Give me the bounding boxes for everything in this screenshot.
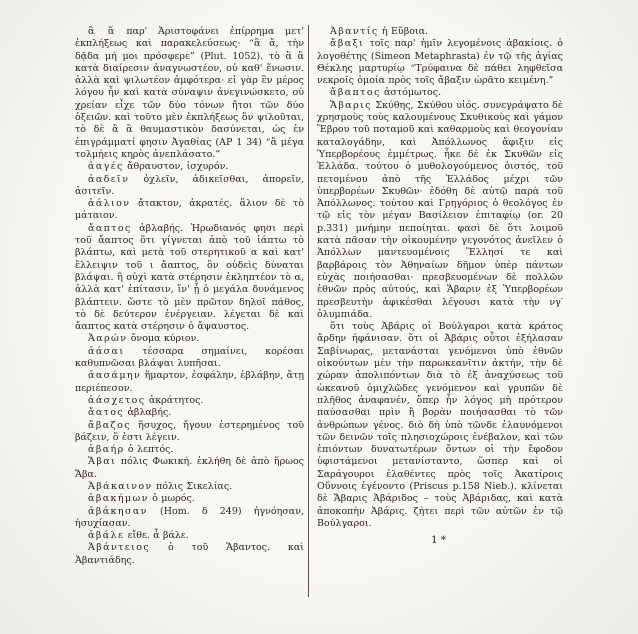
entry-lemma: Ἀβάκαινον (88, 480, 153, 492)
entry-lemma: ἀάλιον (88, 198, 131, 210)
dictionary-entry: ἄβαπτος ἀστόμωτος. (330, 87, 442, 99)
entry-lemma: ἄαπτος (88, 222, 132, 234)
entry-lemma: Ἄβαι (88, 456, 117, 468)
entry-lemma: ἀάσαι (88, 345, 125, 357)
dictionary-entry: ἀασάμην ἥμαρτον, ἐσφάλην, ἐβλάβην, ἄτῃ περιέπεσον. (75, 370, 304, 394)
dictionary-entry: ἄβαζος ἥσυχος, ἤγουν ἐστερημένος τοῦ βάζειν, ὅ ἐστι λέγειν. (75, 419, 304, 443)
dictionary-entry: ἀάσαι τέσσαρα σημαίνει, κορέσαι καθυπνῶσαι βλάψαι λυπῆσαι. (75, 345, 304, 370)
entry-lemma: ἀβάλε (88, 530, 125, 542)
dictionary-entry: ἀαγές ἄθραυστον, ἰσχυρόν. (88, 161, 229, 173)
dictionary-entry: ἄατος ἀβλαβής. (88, 407, 172, 419)
entry-lemma: ἀαδεῖν (88, 173, 130, 185)
entry-lemma: Ἀβάντειος (88, 542, 151, 554)
entry-lemma: Ἄβαρις (330, 99, 372, 111)
entry-lemma: ἀβακήμων (88, 493, 149, 505)
dictionary-entry: Ἀβάντειος ὁ τοῦ Ἄβαντος. καὶ Ἀβαντιάδης. (75, 542, 304, 566)
dictionary-entry: ὅτι τοὺς Ἀβάρις οἱ Βούλγαροι κατὰ κράτος ἄρδην ἠφάνισαν. ὅτι οἱ Ἀβάρις οὗτοι ἐξήλασαν Σαβίνωρας, μετανάσται γενόμενοι ὑπὸ ἐθνῶν οἰκούντων μὲν τὴν παρωκεανῖτιν ἀκτήν, τὴν δὲ χώραν ἀπολιπόντων διὰ τὸ ἐξ ἀναχύσεως τοῦ ὠκεανοῦ ὁμιχλῶδες γενόμενον καὶ γρυπῶν δὲ πλῆθος ἀναφανέν, ὅπερ ἦν λόγος μὴ πρότερον παύσασθαι πρὶν ἢ βορὰν ποιήσασθαι τὸ τῶν ἀνθρώπων γένος. διὸ δὴ ὑπὸ τῶνδε ἐλαυνόμενοι τῶν δεινῶν τοῖς πλησιοχώροις ἐνέβαλον, καὶ τῶν ἐπιόντων δυνατωτέρων ὄντων οἱ τὴν ἔφοδον ὑφιστάμενοι μετανίσταντο, ὥσπερ καὶ οἱ Σαράγουροι ἐλαθέντες πρὸς τοῖς Ἀκατίροις Οὔννοις ἐγένοντο (Priscus p.158 Nieb.). κλίνεται δὲ Ἄβαρις Ἀβάριδος – τοὺς Ἀβάριδας, καὶ κατὰ ἀποκοπὴν Ἀβάρις. ζήτει περὶ τῶν αὐτῶν ἐν τῷ Βούλγαροι. (317, 321, 563, 529)
entries-right (317, 26, 563, 530)
entries-left (75, 26, 304, 567)
dictionary-entry: ἀβακήμων ὁ μωρός. (88, 493, 195, 505)
dictionary-entry: ἀβάκησαν (Hom. δ 249) ἠγνόησαν, ἡσυχίασαν. (75, 505, 304, 529)
entry-lemma: ἃ ἅ (88, 26, 116, 37)
right-column (317, 26, 563, 546)
entry-lemma: ἄβαξι (330, 38, 365, 50)
dictionary-entry: ἃ ἅ παρ' Ἀριστοφάνει ἐπίρρημα μετ' ἐκπλήξεως καὶ παρακελεύσεως· “ἃ ἅ, τὴν δᾷδα μή μοι πρόσφερε” (Plut. 1052). τὸ ἃ ἃ κατὰ διαίρεσιν ἀναγνωστέον, οὐ καθ' ἕνωσιν. ἀλλὰ καὶ ψιλωτέον ἀμφότερα· εἰ γὰρ ἓν μέρος λόγου ἦν καὶ κατὰ σύναψιν ἀνεγινώσκετο, οὐ χρείαν εἶχε τῶν δύο τόνων ἤτοι τῶν δύο ὀξειῶν. καὶ τοῦτο μὲν ἐκπλήξεως ὂν ψιλοῦται, τὸ δὲ ἃ ἃ θαυμαστικὸν δασύνεται, ὡς ἐν ἐπιγράμματί φησιν Ἀγαθίας (AP 1 34) “ἃ μέγα τολμήεις κηρὸς ἀνεπλάσατο.” (75, 26, 304, 160)
entry-lemma: ἄατος (88, 407, 125, 419)
entry-lemma: ἀαγές (88, 161, 124, 173)
dictionary-entry: ἀάλιον ἄτακτον, ἀκρατές. ἅλιον δὲ τὸ μάταιον. (75, 198, 304, 222)
entry-lemma: ἀβάκησαν (88, 505, 148, 517)
column-divider-rule (308, 25, 309, 597)
entry-lemma: ἀβαήρ (88, 444, 125, 456)
dictionary-entry: Ἀβαντίς ἡ Εὔβοια. (330, 26, 429, 37)
entry-lemma: ἀασάμην (88, 370, 142, 382)
page-signature: 1* (431, 534, 449, 547)
dictionary-entry: ἄβαξι τοῖς παρ' ἡμῖν λεγομένοις ἀβακίοις. ὁ λογοθέτης (Simeon Metaphrasta) ἐν τῷ τῆς ἁγίας Θέκλης μαρτυρίῳ “Τρύφαινα δὲ πάθει ληφθεῖσα νεκροῖς ὁμοία πρὸς τοῖς ἄβαξιν ὡρᾶτο κειμένη.” (317, 38, 563, 87)
dictionary-entry: Ἀβάκαινον πόλις Σικελίας. (88, 480, 233, 492)
left-column (75, 26, 304, 567)
dictionary-entry: ἀαδεῖν ὀχλεῖν, ἀδικεῖσθαι, ἀπορεῖν, ἀσιτεῖν. (75, 173, 304, 197)
dictionary-entry: ἀβαήρ ὁ λεπτός. (88, 444, 174, 456)
entry-lemma: ἄβαπτος (330, 87, 381, 99)
entry-lemma: ἄβαζος (88, 419, 131, 431)
entry-lemma: ἀάσχετος (88, 394, 146, 406)
dictionary-entry: Ἄβαρις Σκύθης, Σκύθου υἱός. συνεγράψατο δὲ χρησμοὺς τοὺς καλουμένους Σκυθικοὺς καὶ γάμον Ἕβρου τοῦ ποταμοῦ καὶ καθαρμοὺς καὶ θεογονίαν καταλογάδην, καὶ Ἀπόλλωνος ἄφιξιν εἰς Ὑπερβορέους ἐμμέτρως. ἧκε δὲ ἐκ Σκυθῶν εἰς Ἑλλάδα. τούτου ὁ μυθολογούμενος ὀιστός, τοῦ πετομένου ἀπὸ τῆς Ἑλλάδος μέχρι τῶν ὑπερβορέων Σκυθῶν· ἐδόθη δὲ αὐτῷ παρὰ τοῦ Ἀπόλλωνος. τούτου καὶ Γρηγόριος ὁ θεολόγος ἐν τῷ εἰς τὸν μέγαν Βασίλειον ἐπιταφίῳ (or. 20 p.331) μνήμην πεποίηται. φασὶ δὲ ὅτι λοιμοῦ κατὰ πᾶσαν τὴν οἰκουμένην γεγονότος ἀνεῖλεν ὁ Ἀπόλλων μαντευομένοις Ἕλλησί τε καὶ βαρβάροις τὸν Ἀθηναίων δῆμον ὑπὲρ πάντων εὐχὰς ποιήσασθαι· πρεσβευομένων δὲ πολλῶν ἐθνῶν πρὸς αὐτούς, καὶ Ἄβαριν ἐξ Ὑπερβορέων πρεσβευτὴν ἀφικέσθαι λέγουσι κατὰ τὴν νγ′ ὀλυμπιάδα. (317, 99, 563, 320)
dictionary-entry: ἀάσχετος ἀκράτητος. (88, 394, 204, 406)
dictionary-entry: ἄαπτος ἀβλαβής. Ἡρωδιανός φησι περὶ τοῦ ἄαπτος ὅτι γίγνεται ἀπὸ τοῦ ἰάπτω τὸ βλάπτω, καὶ μετὰ τοῦ στερητικοῦ α καὶ κατ' ἔλλειψιν τοῦ ι ἄαπτος, ὃν οὐδεὶς δύναται βλάψαι. ἢ οὐχὶ κατὰ στέρησιν ἐκληπτέον τὸ α, ἀλλὰ κατ' ἐπίτασιν, ἵν' ᾖ ὁ μεγάλα δυνάμενος βλάπτειν. ὥστε τὸ μὲν πρῶτον δηλοῖ πάθος, τὸ δὲ δεύτερον ἐνέργειαν. λέγεται δὲ καὶ ἄαπτος κατὰ στέρησιν ὁ ἄψαυστος. (75, 222, 304, 333)
entry-lemma: Ἀαρών (88, 333, 128, 345)
dictionary-entry: ἀβάλε εἴθε. ἆ βάλε. (88, 530, 189, 542)
dictionary-entry: Ἄβαι πόλις Φωκική. ἐκλήθη δὲ ἀπὸ ἥρωος Ἄβα. (75, 456, 304, 480)
entry-lemma: Ἀβαντίς (330, 26, 379, 37)
dictionary-entry: Ἀαρών ὄνομα κύριον. (88, 333, 200, 345)
